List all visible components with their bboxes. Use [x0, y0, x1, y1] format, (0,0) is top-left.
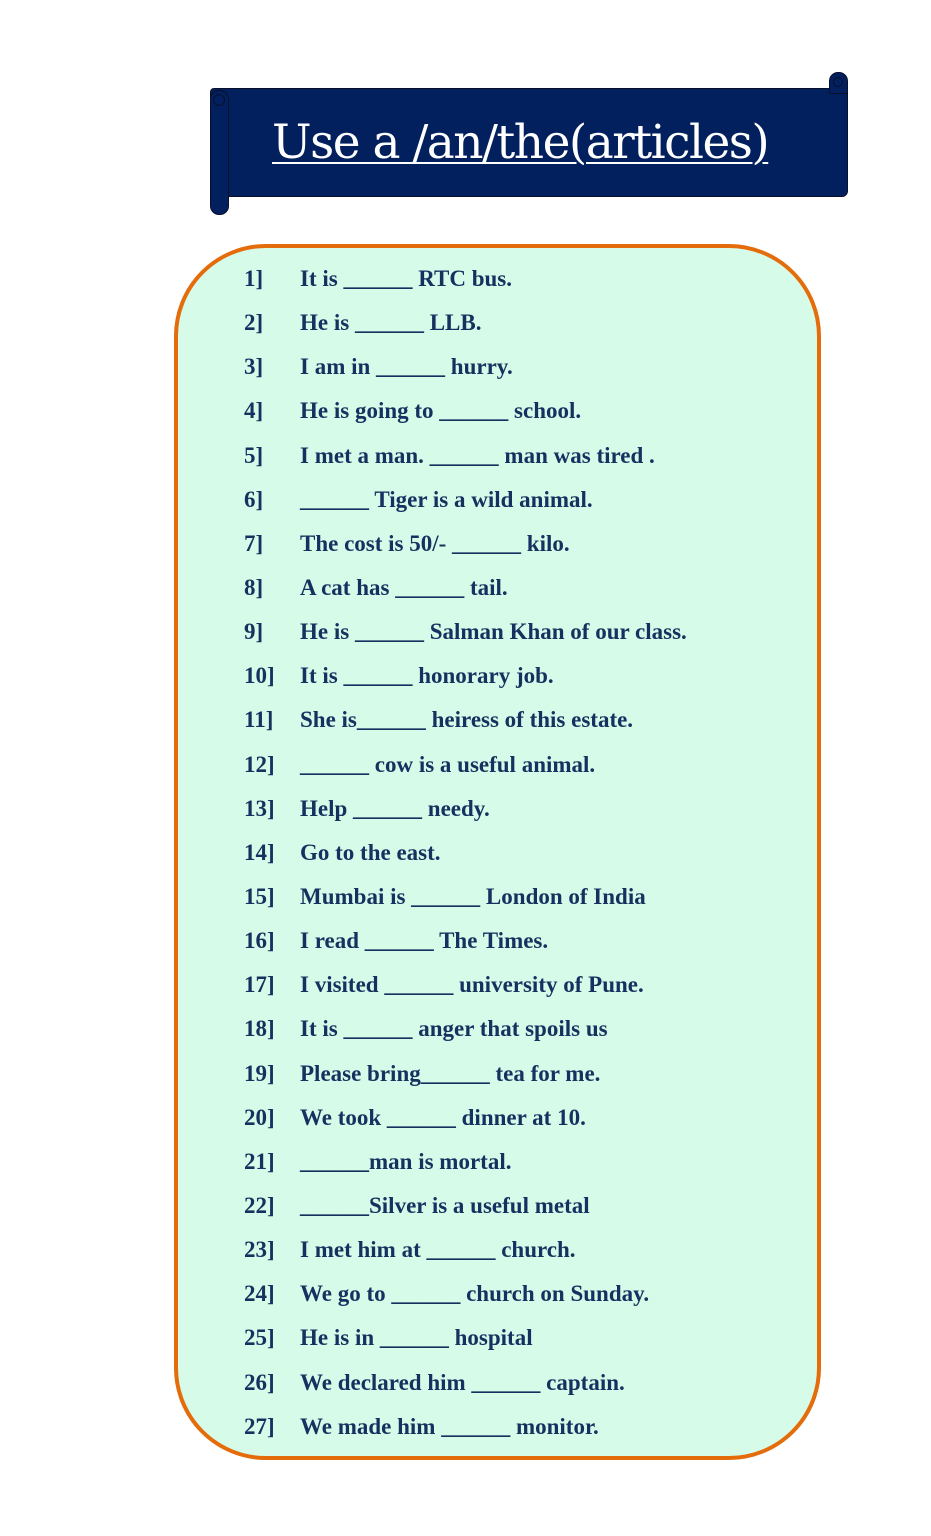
item-number: 19] — [244, 1060, 275, 1086]
exercise-item — [244, 434, 687, 478]
item-number: 15] — [244, 884, 275, 910]
scroll-curl-left-icon — [213, 94, 225, 106]
exercise-item — [244, 875, 687, 919]
item-number: 24] — [244, 1281, 275, 1307]
item-sentence: We made him ______ monitor. — [300, 1413, 599, 1439]
item-sentence: It is ______ honorary job. — [300, 663, 554, 689]
item-number: 9] — [244, 619, 264, 645]
item-sentence: ______ Tiger is a wild animal. — [300, 486, 593, 512]
item-sentence: He is in ______ hospital — [300, 1325, 533, 1351]
item-sentence: Mumbai is ______ London of India — [300, 884, 646, 910]
item-number: 22] — [244, 1193, 275, 1219]
exercise-item — [244, 1272, 687, 1316]
item-number: 25] — [244, 1325, 275, 1351]
item-number: 20] — [244, 1104, 275, 1130]
item-number: 26] — [244, 1369, 275, 1395]
item-number: 23] — [244, 1237, 275, 1263]
item-number: 8] — [244, 575, 264, 601]
item-sentence: I met him at ______ church. — [300, 1237, 576, 1263]
item-sentence: We took ______ dinner at 10. — [300, 1104, 586, 1130]
exercise-item — [244, 1405, 687, 1449]
item-sentence: He is going to ______ school. — [300, 398, 582, 424]
item-sentence: Go to the east. — [300, 839, 441, 865]
item-number: 16] — [244, 928, 275, 954]
item-sentence: We declared him ______ captain. — [300, 1369, 625, 1395]
item-number: 7] — [244, 530, 264, 556]
item-number: 11] — [244, 707, 274, 733]
item-sentence: We go to ______ church on Sunday. — [300, 1281, 650, 1307]
item-sentence: ______man is mortal. — [300, 1148, 512, 1174]
exercise-item — [244, 478, 687, 522]
item-sentence: I read ______ The Times. — [300, 928, 549, 954]
exercise-item — [244, 566, 687, 610]
item-number: 18] — [244, 1016, 275, 1042]
item-sentence: ______ cow is a useful animal. — [300, 751, 596, 777]
item-sentence: He is ______ LLB. — [300, 310, 482, 336]
item-number: 2] — [244, 310, 264, 336]
exercise-item — [244, 787, 687, 831]
item-number: 13] — [244, 795, 275, 821]
scroll-curl-right-icon — [833, 77, 843, 87]
item-number: 17] — [244, 972, 275, 998]
item-sentence: I visited ______ university of Pune. — [300, 972, 644, 998]
item-sentence: The cost is 50/- ______ kilo. — [300, 530, 570, 556]
exercise-item — [244, 1140, 687, 1184]
item-sentence: A cat has ______ tail. — [300, 575, 508, 601]
item-sentence: I met a man. ______ man was tired . — [300, 442, 655, 468]
item-sentence: She is______ heiress of this estate. — [300, 707, 634, 733]
exercise-item — [244, 654, 687, 698]
item-sentence: It is ______ RTC bus. — [300, 266, 512, 292]
exercise-item — [244, 919, 687, 963]
exercise-item — [244, 743, 687, 787]
exercise-item — [244, 301, 687, 345]
exercise-item — [244, 698, 687, 742]
exercise-item — [244, 522, 687, 566]
item-number: 10] — [244, 663, 275, 689]
item-sentence: Help ______ needy. — [300, 795, 490, 821]
exercise-item — [244, 831, 687, 875]
exercise-item — [244, 257, 687, 301]
exercise-item — [244, 1007, 687, 1051]
scroll-roll-left-icon — [210, 90, 229, 215]
exercise-item — [244, 345, 687, 389]
exercise-item — [244, 610, 687, 654]
exercise-item — [244, 1228, 687, 1272]
exercise-item — [244, 1052, 687, 1096]
item-sentence: It is ______ anger that spoils us — [300, 1016, 608, 1042]
exercise-list — [244, 257, 687, 1449]
page-title: Use a /an/the(articles) — [272, 115, 769, 170]
item-number: 4] — [244, 398, 264, 424]
exercise-item — [244, 1184, 687, 1228]
exercise-item — [244, 389, 687, 433]
item-number: 21] — [244, 1148, 275, 1174]
item-sentence: Please bring______ tea for me. — [300, 1060, 601, 1086]
item-number: 3] — [244, 354, 264, 380]
item-number: 12] — [244, 751, 275, 777]
item-number: 5] — [244, 442, 264, 468]
exercise-item — [244, 1316, 687, 1360]
item-number: 27] — [244, 1413, 275, 1439]
item-number: 6] — [244, 486, 264, 512]
item-sentence: He is ______ Salman Khan of our class. — [300, 619, 687, 645]
item-sentence: I am in ______ hurry. — [300, 354, 513, 380]
exercise-item — [244, 963, 687, 1007]
item-number: 14] — [244, 839, 275, 865]
exercise-item — [244, 1361, 687, 1405]
exercise-item — [244, 1096, 687, 1140]
item-sentence: ______Silver is a useful metal — [300, 1193, 590, 1219]
item-number: 1] — [244, 266, 264, 292]
